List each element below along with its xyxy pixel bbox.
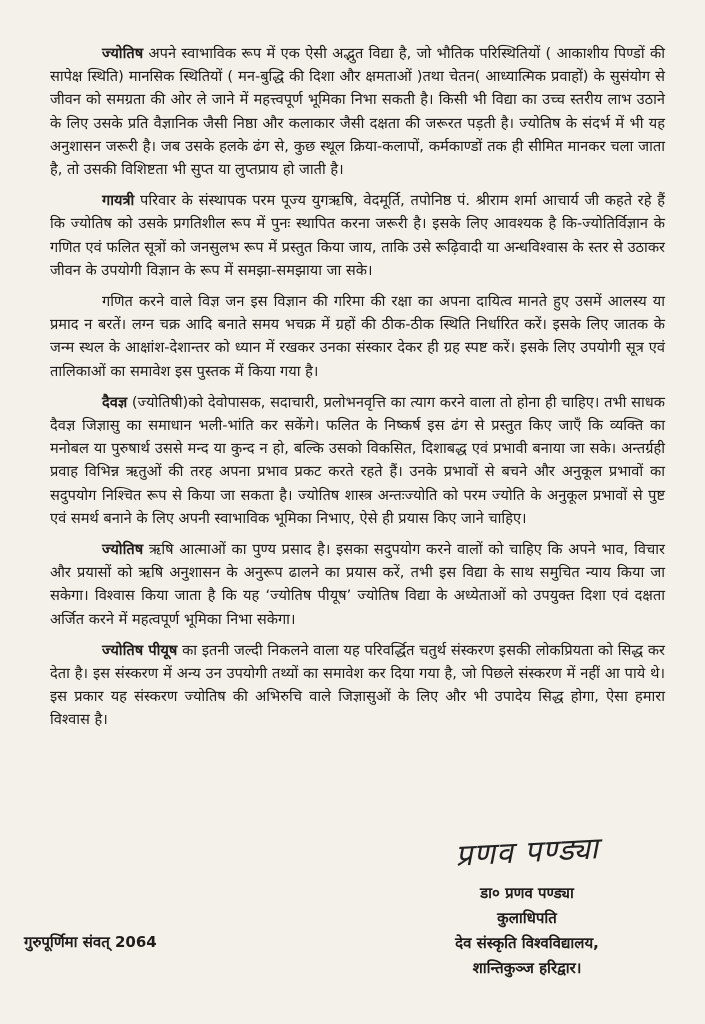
paragraph-4-lead: दैवज्ञ xyxy=(102,393,128,411)
signatory-institution: देव संस्कृति विश्वविद्यालय, xyxy=(455,934,599,952)
paragraph-6-lead: ज्योतिष पीयूष xyxy=(102,641,178,659)
paragraph-6-text: का इतनी जल्दी निकलने वाला यह परिवर्द्धित चतुर्थ संस्करण इसकी लोकप्रियता को सिद्ध कर देता है। इस संस्करण में अन्य उन उपयोगी तथ्यों का समावेश कर दिया गया है, जो पिछले संस्करण में नहीं आ पाये थे। इस प्रकार यह संस्करण ज्योतिष की अभिरुचि वाले जिज्ञासुओं के लिए और भी उपादेय सिद्ध होगा, ऐसा हमारा विश्वास है। xyxy=(50,641,665,729)
paragraph-5-text: ऋषि आत्माओं का पुण्य प्रसाद है। इसका सदुपयोग करने वालों को चाहिए कि अपने भाव, विचार और प्रयासों को ऋषि अनुशासन के अनुरूप ढालने का प्रयास करें, तभी इस विद्या के साथ समुचित न्याय किया जा सकेगा। विश्वास किया जाता है कि यह ‘ज्योतिष पीयूष’ ज्योतिष विद्या के अध्येताओं को उपयुक्त दिशा एवं दक्षता अर्जित करने में महत्वपूर्ण भूमिका निभा सकेगा। xyxy=(50,541,665,628)
paragraph-5 xyxy=(50,538,665,631)
signatory-title: कुलाधिपति xyxy=(497,909,557,927)
paragraph-3-text: गणित करने वाले विज्ञ जन इस विज्ञान की गरिमा की रक्षा का अपना दायित्व मानते हुए उसमें आलस्य या प्रमाद न बरतें। लग्न चक्र आदि बनाते समय भचक्र में ग्रहों की ठीक-ठीक स्थिति निर्धारित करें। इसके लिए जातक के जन्म स्थल के आक्षांश-देशान्तर को ध्यान में रखकर उनका संस्कार देकर ही ग्रह स्पष्ट करें। इसके लिए उपयोगी सूत्र एवं तालिकाओं का समावेश इस पुस्तक में किया गया है। xyxy=(50,293,665,380)
paragraph-4-text: (ज्योतिषी)को देवोपासक, सदाचारी, प्रलोभनवृत्ति का त्याग करने वाला तो होना ही चाहिए। तभी साधक दैवज्ञ जिज्ञासु का समाधान भली-भांति कर सकेंगे। फलित के निष्कर्ष इस ढंग से प्रस्तुत किए जाएँ कि व्यक्ति का मनोबल या पुरुषार्थ उससे मन्द या कुन्द न हो, बल्कि उसको विकसित, दिशाबद्ध एवं प्रभावी बनाया जा सके। अन्तर्ग्रही प्रवाह विभिन्न ऋतुओं की तरह अपना प्रभाव प्रकट करते रहते हैं। उनके प्रभावों से बचने और अनुकूल प्रभावों का सदुपयोग निश्चित रूप से किया जा सकता है। ज्योतिष शास्त्र अन्तःज्योति को परम ज्योति के अनुकूल प्रभावों से पुष्ट एवं समर्थ बनाने के लिए अपनी स्वाभाविक भूमिका निभाए, ऐसे ही प्रयास किए जाने चाहिए। xyxy=(50,393,665,527)
signatory-name: डा० प्रणव पण्ड्या xyxy=(480,884,574,902)
paragraph-1-lead: ज्योतिष xyxy=(102,45,144,62)
paragraph-3 xyxy=(50,290,665,383)
handwritten-signature: प्रणव पण्ड्या xyxy=(454,831,600,874)
signatory-place: शान्तिकुञ्ज हरिद्वार। xyxy=(472,959,582,977)
paragraph-1 xyxy=(50,42,665,181)
paragraph-2-lead: गायत्री xyxy=(102,192,135,210)
paragraph-5-lead: ज्योतिष xyxy=(102,541,144,559)
paragraph-2 xyxy=(50,189,665,282)
paragraph-2-text: परिवार के संस्थापक परम पूज्य युगऋषि, वेदमूर्ति, तपोनिष्ठ पं. श्रीराम शर्मा आचार्य जी कहते रहे हैं कि ज्योतिष को उसके प्रगतिशील रूप में पुनः स्थापित करना जरूरी है। इसके लिए आवश्यक है कि-ज्योतिर्विज्ञान के गणित एवं फलित सूत्रों को जनसुलभ रूप में प्रस्तुत किया जाय, ताकि उसे रूढ़िवादी या अन्धविश्वास के स्तर से उठाकर जीवन के उपयोगी विज्ञान के रूप में समझा-समझाया जा सके। xyxy=(50,192,665,279)
paragraph-4 xyxy=(50,391,665,530)
signature-block xyxy=(407,830,647,981)
paragraph-1-text: अपने स्वाभाविक रूप में एक ऐसी अद्भुत विद्या है, जो भौतिक परिस्थितियों ( आकाशीय पिण्डों की सापेक्ष स्थिति) मानसिक स्थितियों ( मन-बुद्धि की दिशा और क्षमताओं )तथा चेतन( आध्यात्मिक प्रवाहों) के सुसंयोग से जीवन को समग्रता की ओर ले जाने में महत्त्वपूर्ण भूमिका निभा सकती है। किसी भी विद्या का उच्च स्तरीय लाभ उठाने के लिए उसके प्रति वैज्ञानिक जैसी निष्ठा और कलाकार जैसी दक्षता की जरूरत पड़ती है। ज्योतिष के संदर्भ में भी यह अनुशासन जरूरी है। जब उसके हलके ढंग से, कुछ स्थूल क्रिया-कलापों, कर्मकाण्डों तक ही सीमित मानकर चला जाता है, तो उसकी विशिष्टता भी सुप्त या लुप्तप्राय हो जाती है। xyxy=(50,45,666,179)
paragraph-6 xyxy=(50,639,665,732)
date-line: गुरुपूर्णिमा संवत् 2064 xyxy=(24,933,157,951)
